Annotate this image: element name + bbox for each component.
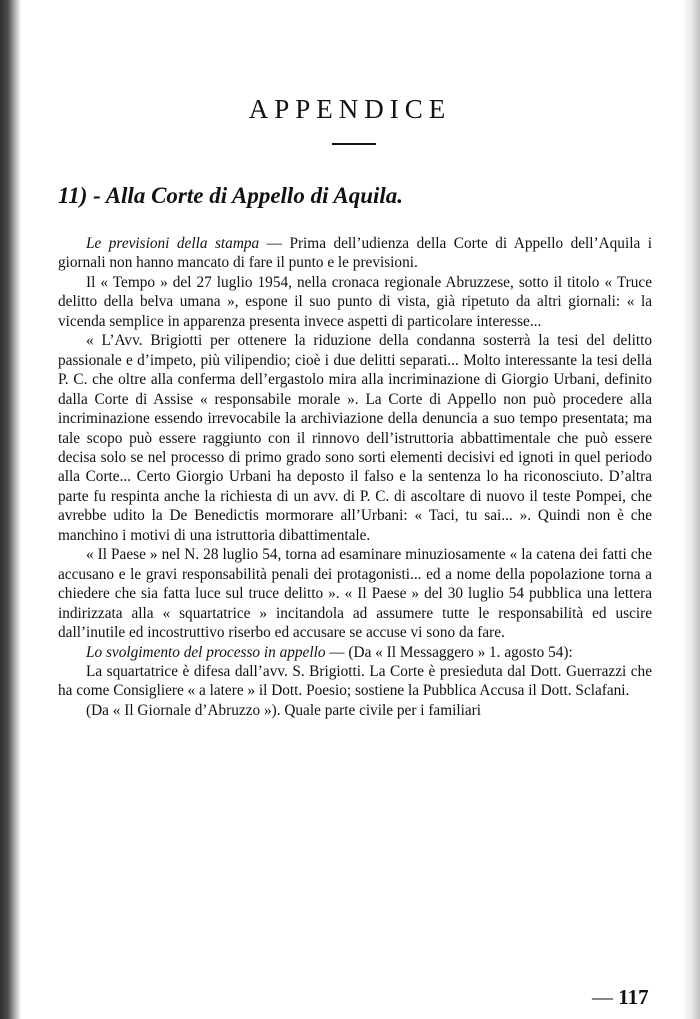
paragraph-brigiotti: « L’Avv. Brigiotti per ottenere la riduzione della condanna sosterrà la tesi del delitto passionale e d’impeto, più vilipendio; cioè i due delitti separati... Molto interessante la tesi della P. C. che oltre alla conferma dell’ergastolo mira alla incriminazione di Giorgio Urbani, definito dalla Corte di Assise « responsabile morale ». La Corte di Appello non può procedere alla incriminazione essendo irrevocabile la archiviazione della denuncia a suo tempo presentata; ma tale scopo può essere raggiunto con il rinnovo dell’istruttoria abbattimentale che può essere decisa solo se nel processo di primo grado sono sorti elementi decisivi ed ignoti in quel periodo alla Corte... Certo Giorgio Urbani ha deposto il falso e la sentenza lo ha riconosciuto. D’altra parte fu respinta anche la richiesta di un avv. di P. C. di ascoltare di nuovo il teste Pompei, che avrebbe udito la De Benedictis mormorare all’Urbani: « Taci, tu sai... ». Quindi non è che manchino i motivi di una istruttoria dibattimentale.	[58, 332, 652, 544]
paragraph-il-paese: « Il Paese » nel N. 28 luglio 54, torna ad esaminare minuziosamente « la catena dei fatti che accusano e le gravi responsabilità penali dei protagonisti... ed a nome della popolazione torna a chiedere che sia fatta luce sul truce delitto ». « Il Paese » del 30 luglio 54 pubblica una lettera indirizzata alla « squartatrice » incitandola ad assumere tutte le responsabilità ed uscire dall’inutile ed incostruttivo riserbo ed accusare se accuse vi sono da fare.	[58, 546, 652, 642]
page-number-dash: —	[592, 985, 613, 1009]
paragraph-text: — (Da « Il Messaggero » 1. agosto 54):	[325, 643, 573, 661]
section-heading: 11) - Alla Corte di Appello di Aquila.	[58, 183, 404, 208]
page-title: APPENDICE	[248, 94, 452, 124]
paragraph-text: — Prima dell’udienza della Corte di Appello dell’Aquila i giornali non hanno mancato di fare il punto e le previsioni.	[58, 235, 652, 272]
paragraph-lead-italic: Lo svolgimento del processo in appello	[86, 643, 326, 661]
paragraph-lead-italic: Le previsioni della stampa	[86, 235, 260, 252]
page-number-value: 117	[618, 985, 649, 1009]
page-binding-shadow-left	[0, 0, 22, 1019]
paragraph-difesa: La squartatrice è difesa dall’avv. S. Brigiotti. La Corte è presieduta dal Dott. Guerrazzi che ha come Consigliere « a latere » il Dott. Poesio; sostiene la Pubblica Accusa il Dott. Sclafani.	[58, 662, 652, 700]
paragraph-previsioni	[58, 234, 652, 273]
page-number	[592, 985, 649, 1010]
paragraph-svolgimento	[58, 643, 652, 662]
body-text	[58, 234, 652, 720]
page-edge-shadow-right	[682, 0, 700, 1019]
paragraph-tempo: Il « Tempo » del 27 luglio 1954, nella cronaca regionale Abruzzese, sotto il titolo « Truce delitto della belva umana », espone il suo punto di vista, già ripetuto da altri giornali: « la vicenda semplice in apparenza presenta invece aspetti di particolare interesse...	[58, 273, 652, 330]
title-divider	[332, 143, 376, 145]
paragraph-giornale-abruzzo: (Da « Il Giornale d’Abruzzo »). Quale parte civile per i familiari	[86, 701, 482, 719]
